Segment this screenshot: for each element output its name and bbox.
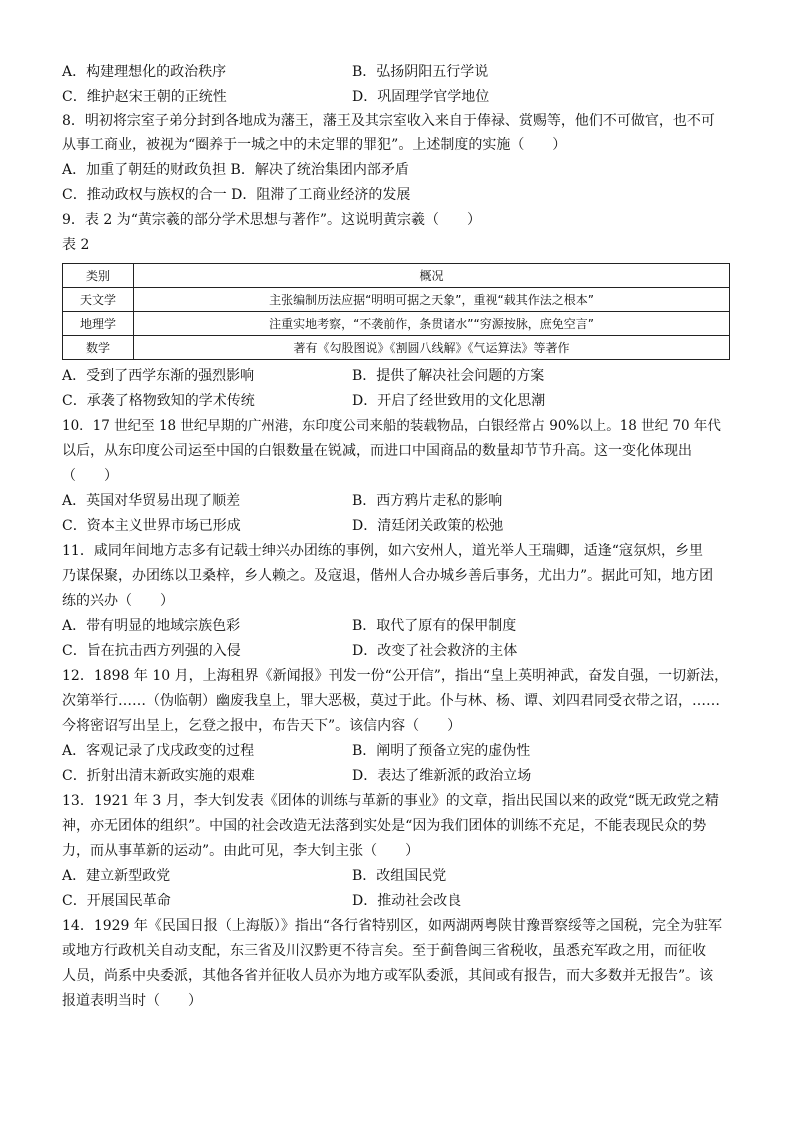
- table-row: [63, 312, 730, 336]
- q13-stem-line-3: 力，而从事革新的运动”。由此可见，李大钊主张（ ）: [62, 843, 420, 859]
- q13-option-b[interactable]: B．改组国民党: [352, 868, 447, 884]
- table-cell-category: 地理学: [63, 312, 134, 336]
- q12-stem-line-3: 今将密诏写出呈上，乞登之报中，布告天下”。该信内容（ ）: [62, 718, 462, 734]
- q11-stem-line-3: 练的兴办（ ）: [62, 593, 174, 609]
- q13-options-row-1: [62, 864, 730, 888]
- q10-stem-line-1: 10．17 世纪至 18 世纪早期的广州港，东印度公司来船的装载物品，白银经常占 90%以上。18 世纪 70 年代: [62, 418, 721, 434]
- q13-stem-line-2: 神，亦无团体的组织”。中国的社会改造无法落到实处是“因为我们团体的训练不充足，不能表现民众的势: [62, 818, 707, 834]
- table-header-category: 类别: [63, 264, 134, 288]
- table-row: [63, 288, 730, 312]
- q7-options-row-2: [62, 85, 730, 109]
- q7-options-row-1: [62, 60, 730, 84]
- q12-options-row-2: [62, 764, 730, 788]
- q14-stem-line-4: 报道表明当时（ ）: [62, 993, 202, 1009]
- q9-option-a[interactable]: A．受到了西学东渐的强烈影响: [62, 368, 255, 384]
- q13-stem-line-1: 13．1921 年 3 月，李大钊发表《团体的训练与革新的事业》的文章，指出民国以来的政党“既无政党之精: [62, 793, 719, 809]
- q13-options-row-2: [62, 889, 730, 913]
- q10-stem-line-2: 以后，从东印度公司运至中国的白银数量在锐减，而进口中国商品的数量却节节升高。这一变化体现出: [62, 443, 692, 459]
- q9-options-row-1: [62, 364, 730, 388]
- table-header-overview: 概况: [134, 264, 730, 288]
- q8-stem-line-1: 8．明初将宗室子弟分封到各地成为藩王，藩王及其宗室收入来自于俸禄、赏赐等，他们不可做官，也不可: [62, 113, 715, 129]
- q10-option-a[interactable]: A．英国对华贸易出现了顺差: [62, 493, 241, 509]
- q11-option-b[interactable]: B．取代了原有的保甲制度: [352, 618, 517, 634]
- q13-option-c[interactable]: C．开展国民革命: [62, 893, 171, 909]
- q12-option-c[interactable]: C．折射出清末新政实施的艰难: [62, 768, 255, 784]
- q10-option-d[interactable]: D．清廷闭关政策的松弛: [352, 518, 504, 534]
- q10-options-row-1: [62, 489, 730, 513]
- q9-option-c[interactable]: C．承袭了格物致知的学术传统: [62, 393, 255, 409]
- q14-stem-line-3: 人员，尚系中央委派，其他各省并征收人员亦为地方或军队委派，其间或有报告，而大多数并无报告”。该: [62, 968, 714, 984]
- q12-stem-line-2: 次第举行……（伪临朝）幽废我皇上，罪大恶极，莫过于此。仆与林、杨、谭、刘四君同受衣带之诏，……: [62, 693, 720, 709]
- q9-option-b[interactable]: B．提供了解决社会问题的方案: [352, 368, 545, 384]
- q11-stem-line-1: 11．咸同年间地方志多有记载士绅兴办团练的事例，如六安州人，道光举人王瑞卿，适逢“寇氛炽，乡里: [62, 543, 703, 559]
- q8-stem-line-2: 从事工商业，被视为“圈养于一城之中的未定罪的罪犯”。上述制度的实施（ ）: [62, 137, 567, 153]
- q14-stem-line-2: 或地方行政机关自动支配，东三省及川汉黔更不待言矣。至于蓟鲁闽三省税收，虽悉充军政之用，而征收: [62, 943, 706, 959]
- table-header-row: [63, 264, 730, 288]
- q7-option-b[interactable]: B．弘扬阴阳五行学说: [352, 64, 489, 80]
- q14-stem-line-1: 14．1929 年《民国日报（上海版）》指出“各行省特别区，如两湖两粤陕甘豫晋察绥等之国税，完全为驻军: [62, 918, 723, 934]
- table-cell-category: 天文学: [63, 288, 134, 312]
- table-cell-overview: 著有《勾股图说》《割圆八线解》《气运算法》等著作: [134, 336, 730, 360]
- q12-option-b[interactable]: B．阐明了预备立宪的虚伪性: [352, 743, 531, 759]
- q12-option-d[interactable]: D．表达了维新派的政治立场: [352, 768, 532, 784]
- q10-stem-line-3: （ ）: [62, 468, 118, 484]
- q11-option-d[interactable]: D．改变了社会救济的主体: [352, 643, 518, 659]
- q11-option-a[interactable]: A．带有明显的地域宗族色彩: [62, 618, 241, 634]
- q11-options-row-1: [62, 614, 730, 638]
- q9-option-d[interactable]: D．开启了经世致用的文化思潮: [352, 393, 546, 409]
- q13-option-a[interactable]: A．建立新型政党: [62, 868, 171, 884]
- table-cell-overview: 主张编制历法应据“明明可据之天象”，重视“载其作法之根本”: [134, 288, 730, 312]
- table-row: [63, 336, 730, 360]
- table-cell-overview: 注重实地考察，“不袭前作，条贯诸水”“穷源按脉，庶免空言”: [134, 312, 730, 336]
- q8-options-cd[interactable]: C．推动政权与族权的合一 D．阻滞了工商业经济的发展: [62, 187, 411, 203]
- q10-option-c[interactable]: C．资本主义世界市场已形成: [62, 518, 241, 534]
- q7-option-d[interactable]: D．巩固理学官学地位: [352, 89, 490, 105]
- q12-option-a[interactable]: A．客观记录了戊戌政变的过程: [62, 743, 255, 759]
- q9-table-caption: 表 2: [62, 237, 90, 253]
- q11-option-c[interactable]: C．旨在抗击西方列强的入侵: [62, 643, 241, 659]
- q7-option-a[interactable]: A．构建理想化的政治秩序: [62, 64, 227, 80]
- q12-options-row-1: [62, 739, 730, 763]
- q10-options-row-2: [62, 514, 730, 538]
- q9-options-row-2: [62, 389, 730, 413]
- table-cell-category: 数学: [63, 336, 134, 360]
- q11-stem-line-2: 乃谋保聚，办团练以卫桑梓，乡人赖之。及寇退，偕州人合办城乡善后事务，尤出力”。据此可知，地方团: [62, 568, 714, 584]
- q10-option-b[interactable]: B．西方鸦片走私的影响: [352, 493, 503, 509]
- q13-option-d[interactable]: D．推动社会改良: [352, 893, 462, 909]
- q9-stem: 9．表 2 为“黄宗羲的部分学术思想与著作”。这说明黄宗羲（ ）: [62, 212, 482, 228]
- q9-table: [62, 263, 730, 360]
- q11-options-row-2: [62, 639, 730, 663]
- q7-option-c[interactable]: C．维护赵宋王朝的正统性: [62, 89, 227, 105]
- q12-stem-line-1: 12．1898 年 10 月，上海租界《新闻报》刊发一份“公开信”，指出“皇上英明神武，奋发自强，一切新法，: [62, 668, 729, 684]
- q8-options-ab[interactable]: A．加重了朝廷的财政负担 B．解决了统治集团内部矛盾: [62, 162, 409, 178]
